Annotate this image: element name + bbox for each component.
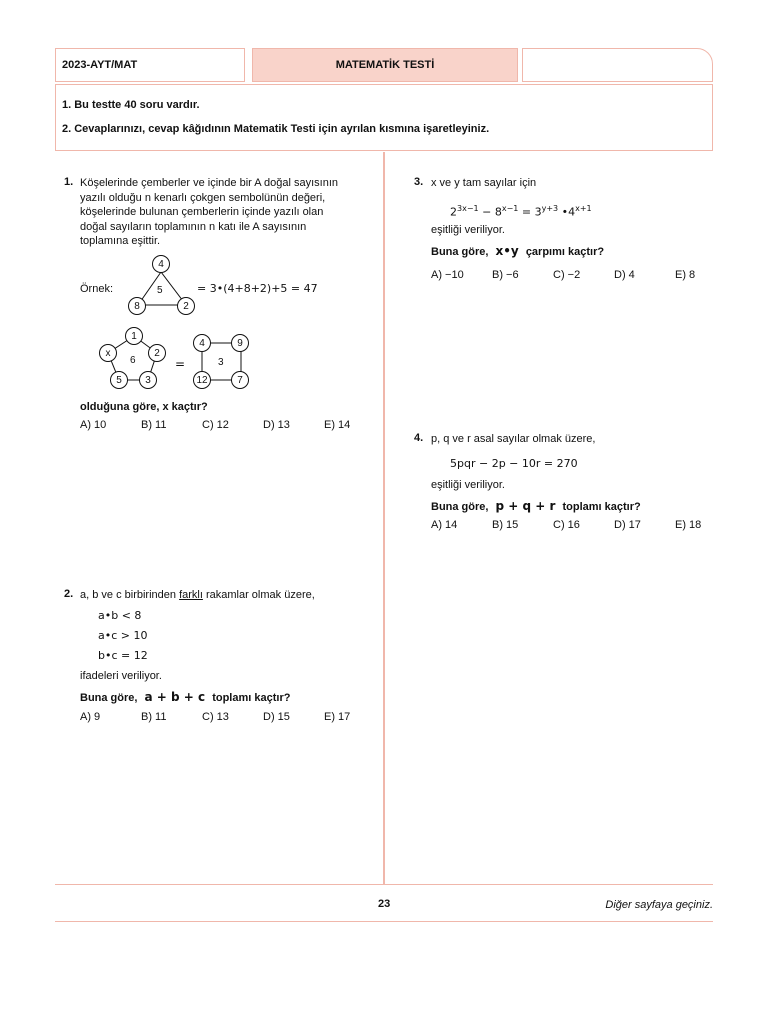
question-3-intro: x ve y tam sayılar için	[431, 177, 537, 189]
question-1-text	[80, 176, 338, 249]
question-2-options	[80, 711, 385, 723]
question-2-question-pre: Buna göre,	[80, 692, 138, 704]
eq-minus-8: − 8	[478, 205, 502, 219]
question-4-equation: 5pqr − 2p − 10r = 270	[450, 457, 578, 470]
footer-bottom-rule	[55, 921, 713, 922]
question-3-number: 3.	[414, 176, 424, 188]
question-4-options	[431, 519, 736, 531]
header-right-box	[522, 48, 713, 82]
square-vertex-top-left: 4	[193, 334, 211, 352]
question-2-text	[80, 588, 315, 603]
option-c[interactable]: C) −2	[553, 269, 581, 281]
option-a[interactable]: A) −10	[431, 269, 464, 281]
question-3-equation	[450, 202, 592, 220]
square-vertex-bottom-left: 12	[193, 371, 211, 389]
eq-exp-1: 3x−1	[457, 204, 479, 213]
option-d[interactable]: D) 13	[263, 419, 290, 431]
pentagon-vertex-bottom-left: 5	[110, 371, 128, 389]
question-2-given: ifadeleri veriliyor.	[80, 670, 162, 682]
instruction-2: 2. Cevaplarınızı, cevap kâğıdının Matematik Testi için ayrılan kısmına işaretleyiniz.	[62, 123, 490, 135]
question-2-text-underlined: farklı	[179, 589, 203, 601]
option-b[interactable]: B) −6	[492, 269, 519, 281]
option-e[interactable]: E) 8	[675, 269, 696, 281]
option-e[interactable]: E) 14	[324, 419, 351, 431]
eq-exp-4: x+1	[575, 204, 592, 213]
example-formula: = 3•(4+8+2)+5 = 47	[197, 282, 318, 295]
example-label: Örnek:	[80, 283, 114, 295]
column-divider	[383, 152, 385, 884]
question-3-question-pre: Buna göre,	[431, 246, 489, 258]
square-shape	[0, 0, 1, 1]
question-1-text-line: Köşelerinde çemberler ve içinde bir A doğal sayısının	[80, 177, 339, 189]
option-a[interactable]: A) 14	[431, 519, 458, 531]
eq-exp-2: x−1	[501, 204, 519, 213]
question-3-question-expr: x•y	[495, 244, 519, 258]
option-c[interactable]: C) 12	[202, 419, 229, 431]
option-b[interactable]: B) 11	[141, 419, 167, 431]
option-d[interactable]: D) 4	[614, 269, 635, 281]
header-title: MATEMATİK TESTİ	[252, 48, 518, 82]
triangle-center-value: 5	[157, 285, 163, 296]
figure-equals-sign: =	[175, 357, 186, 371]
option-d[interactable]: D) 15	[263, 711, 290, 723]
option-e[interactable]: E) 17	[324, 711, 351, 723]
question-4-question-expr: p + q + r	[495, 499, 556, 513]
question-1-text-line: köşelerinde bulunan çemberlerin içinde yazılı olan	[80, 206, 324, 218]
question-2-expr-3: b•c = 12	[98, 649, 148, 662]
question-4-question-post: toplamı kaçtır?	[562, 501, 641, 513]
eq-equals-3: = 3	[518, 205, 542, 219]
question-2-question-expr: a + b + c	[144, 690, 206, 704]
option-a[interactable]: A) 9	[80, 711, 101, 723]
pentagon-vertex-bottom-right: 3	[139, 371, 157, 389]
option-b[interactable]: B) 11	[141, 711, 167, 723]
question-1-text-line: toplamına eşittir.	[80, 235, 161, 247]
option-c[interactable]: C) 13	[202, 711, 229, 723]
triangle-vertex-left: 8	[128, 297, 146, 315]
question-3-options	[431, 269, 736, 281]
question-4-given: eşitliği veriliyor.	[431, 479, 505, 491]
square-center-value: 3	[218, 357, 224, 368]
triangle-vertex-right: 2	[177, 297, 195, 315]
instructions-box	[55, 84, 713, 151]
question-3-question	[431, 244, 604, 260]
question-3-question-post: çarpımı kaçtır?	[525, 246, 605, 258]
square-vertex-bottom-right: 7	[231, 371, 249, 389]
footer-top-rule	[55, 884, 713, 885]
pentagon-vertex-top: 1	[125, 327, 143, 345]
question-4-question	[431, 499, 641, 515]
question-1-options	[80, 419, 385, 431]
option-e[interactable]: E) 18	[675, 519, 702, 531]
question-4-intro: p, q ve r asal sayılar olmak üzere,	[431, 433, 596, 445]
question-3-given: eşitliği veriliyor.	[431, 224, 505, 236]
instruction-1: 1. Bu testte 40 soru vardır.	[62, 99, 200, 111]
question-2-number: 2.	[64, 588, 74, 600]
question-1-number: 1.	[64, 176, 74, 188]
question-1-text-line: yazılı olduğu n kenarlı çokgen sembolünün değeri,	[80, 191, 326, 204]
option-a[interactable]: A) 10	[80, 419, 107, 431]
question-1-question: olduğuna göre, x kaçtır?	[80, 401, 208, 413]
option-d[interactable]: D) 17	[614, 519, 641, 531]
question-2-question	[80, 690, 290, 706]
option-b[interactable]: B) 15	[492, 519, 519, 531]
header-exam-code: 2023-AYT/MAT	[55, 48, 245, 82]
question-4-question-pre: Buna göre,	[431, 501, 489, 513]
option-c[interactable]: C) 16	[553, 519, 580, 531]
pentagon-center-value: 6	[130, 355, 136, 366]
square-vertex-top-right: 9	[231, 334, 249, 352]
triangle-vertex-top: 4	[152, 255, 170, 273]
question-2-expr-1: a•b < 8	[98, 609, 142, 622]
question-2-expr-2: a•c > 10	[98, 629, 148, 642]
question-2-question-post: toplamı kaçtır?	[212, 692, 291, 704]
eq-base-1: 2	[450, 205, 457, 219]
page-number: 23	[378, 898, 391, 910]
next-page-note: Diğer sayfaya geçiniz.	[605, 899, 713, 911]
question-1-text-line: doğal sayıların toplamının n katı ile A sayısının	[80, 220, 307, 233]
eq-exp-3: y+3	[541, 204, 559, 213]
pentagon-vertex-left: x	[99, 344, 117, 362]
pentagon-vertex-right: 2	[148, 344, 166, 362]
question-2-text-post: rakamlar olmak üzere,	[202, 589, 315, 601]
question-2-text-pre: a, b ve c birbirinden	[80, 589, 180, 601]
question-4-number: 4.	[414, 432, 424, 444]
eq-dot-4: •4	[558, 205, 576, 219]
